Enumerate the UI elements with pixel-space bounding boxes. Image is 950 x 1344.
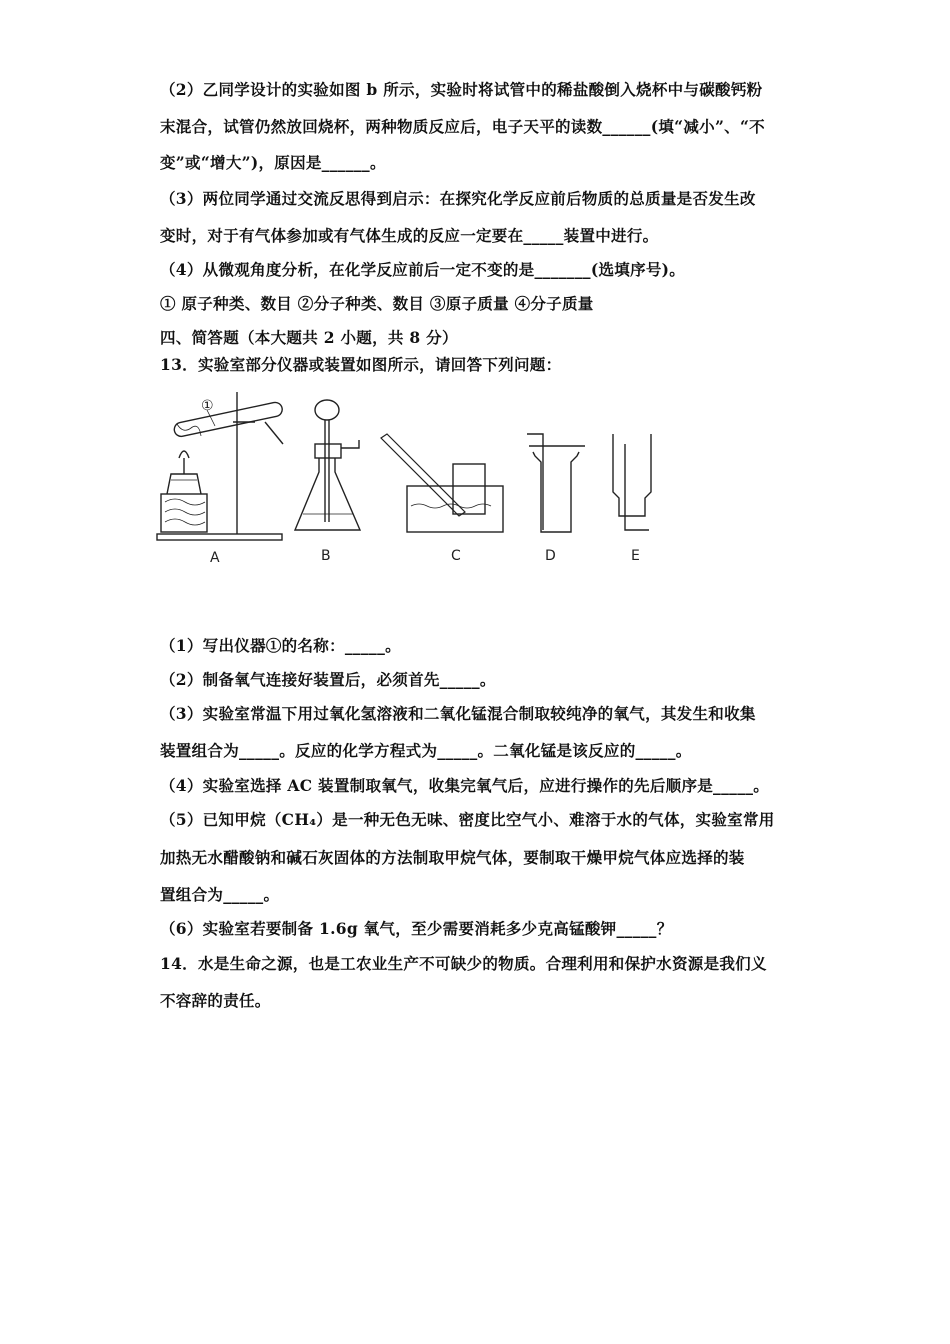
apparatus-c: [381, 434, 503, 564]
apparatus-e: [613, 434, 651, 564]
text-line: 不容辞的责任。: [160, 991, 271, 1010]
text-line: 末混合，试管仍然放回烧杯，两种物质反应后，电子天平的读数______(填“减小”、“不: [160, 117, 765, 136]
text-line: （5）已知甲烷（CH₄）是一种无色无味、密度比空气小、难溶于水的气体，实验室常用: [160, 810, 775, 829]
text-line: ① 原子种类、数目 ②分子种类、数目 ③原子质量 ④分子质量: [160, 294, 594, 313]
text-line: 变”或“增大”)，原因是______。: [160, 153, 386, 172]
question-14-stem: 14．水是生命之源，也是工农业生产不可缺少的物质。合理利用和保护水资源是我们义: [160, 954, 767, 973]
apparatus-b: [295, 400, 360, 564]
text-line: （6）实验室若要制备 1.6g 氧气，至少需要消耗多少克高锰酸钾_____？: [160, 919, 673, 938]
apparatus-figure: [155, 382, 675, 572]
text-line: （4）实验室选择 AC 装置制取氧气，收集完氧气后，应进行操作的先后顺序是_____。: [160, 776, 770, 795]
text-line: 加热无水醋酸钠和碱石灰固体的方法制取甲烷气体，要制取干燥甲烷气体应选择的装: [160, 848, 745, 867]
text-line: （2）制备氧气连接好装置后，必须首先_____。: [160, 670, 496, 689]
text-line: （2）乙同学设计的实验如图 b 所示，实验时将试管中的稀盐酸倒入烧杯中与碳酸钙粉: [160, 80, 763, 99]
label-a: A: [210, 550, 220, 566]
apparatus-d: [527, 434, 585, 564]
text-line: 装置组合为_____。反应的化学方程式为_____。二氧化锰是该反应的_____。: [160, 741, 692, 760]
text-line: 变时，对于有气体参加或有气体生成的反应一定要在_____装置中进行。: [160, 226, 659, 245]
text-line: （1）写出仪器①的名称：_____。: [160, 636, 401, 655]
text-line: （4）从微观角度分析，在化学反应前后一定不变的是_______(选填序号)。: [160, 260, 686, 279]
text-line: （3）两位同学通过交流反思得到启示：在探究化学反应前后物质的总质量是否发生改: [160, 189, 756, 208]
section-heading: 四、简答题（本大题共 2 小题，共 8 分）: [160, 328, 458, 347]
label-b: B: [321, 548, 331, 564]
question-13-stem: 13．实验室部分仪器或装置如图所示，请回答下列问题：: [160, 355, 562, 374]
apparatus-a: [157, 392, 284, 566]
marker-1-label: ①: [201, 398, 214, 414]
text-line: （3）实验室常温下用过氧化氢溶液和二氧化锰混合制取较纯净的氧气，其发生和收集: [160, 704, 756, 723]
label-e: E: [631, 548, 640, 564]
label-c: C: [451, 548, 461, 564]
text-line: 置组合为_____。: [160, 885, 280, 904]
label-d: D: [545, 548, 556, 564]
